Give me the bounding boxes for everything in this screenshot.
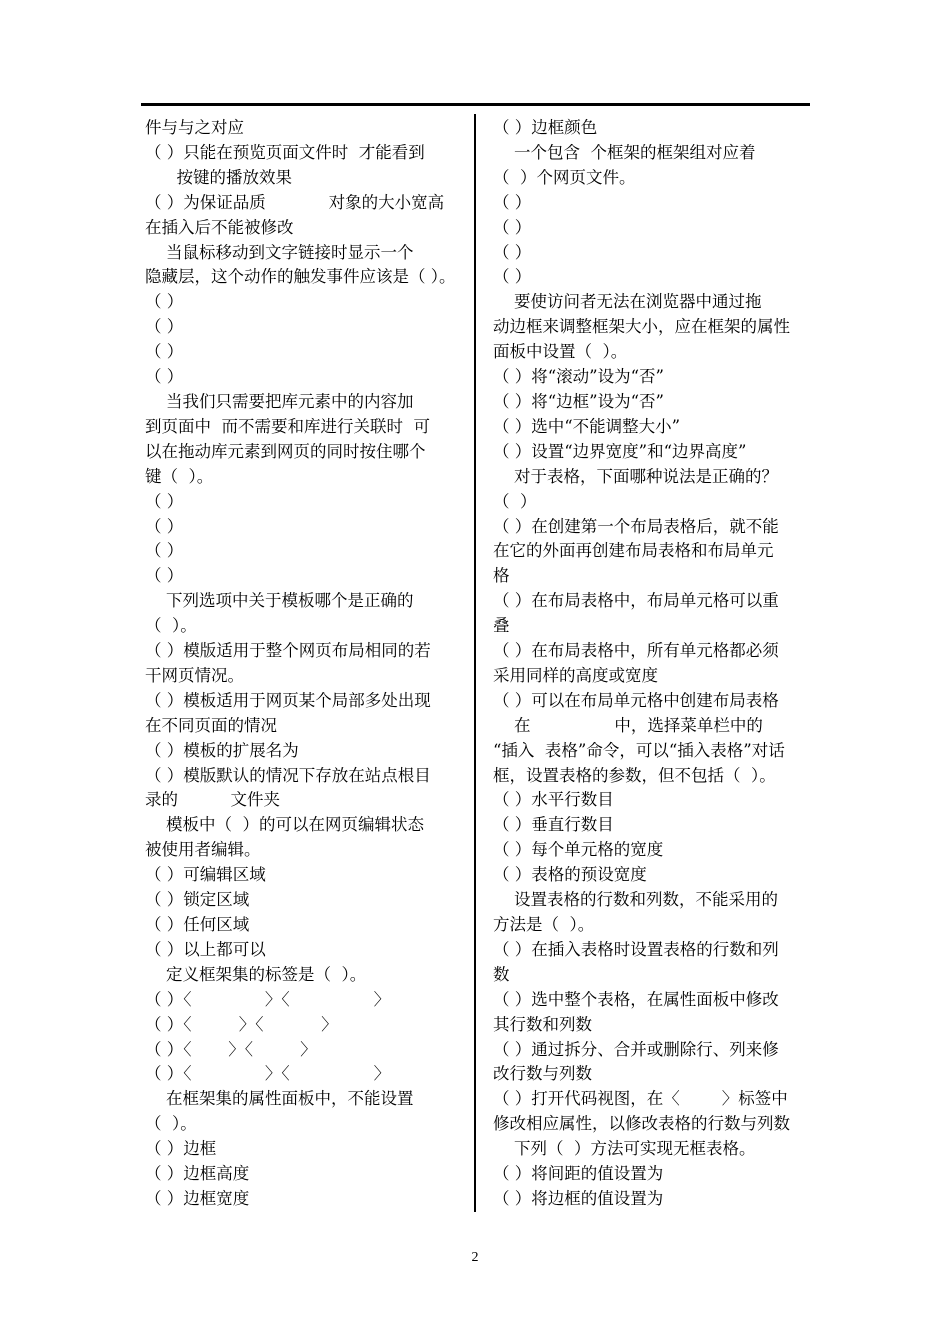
text-line: （ ）。 bbox=[145, 1114, 197, 1134]
text-line: （ ）将间距的值设置为 bbox=[493, 1164, 664, 1184]
text-line: 键（ ）。 bbox=[145, 466, 214, 486]
text-line: 修改相应属性，以修改表格的行数与列数 bbox=[493, 1114, 790, 1134]
text-line: （ ）〈 〉〈 〉 bbox=[145, 1064, 391, 1084]
text-line: 当鼠标移动到文字链接时显示一个 bbox=[145, 242, 414, 262]
text-line: 在 中，选择菜单栏中的 bbox=[493, 715, 763, 735]
text-line: （ ）水平行数目 bbox=[493, 790, 614, 810]
text-line: 数 bbox=[493, 964, 510, 984]
text-line: （ ） bbox=[145, 566, 184, 586]
text-line: （ ）打开代码视图，在〈 〉标签中 bbox=[493, 1089, 788, 1109]
text-line: （ ）选中“不能调整大小” bbox=[493, 416, 681, 436]
text-line: （ ）选中整个表格，在属性面板中修改 bbox=[493, 989, 779, 1009]
text-line: （ ） bbox=[145, 367, 184, 387]
text-line: （ ）个网页文件。 bbox=[493, 167, 636, 187]
text-line: 动边框来调整框架大小，应在框架的属性 bbox=[493, 317, 790, 337]
text-line: 在框架集的属性面板中，不能设置 bbox=[145, 1089, 414, 1109]
text-line: 面板中设置（ ）。 bbox=[493, 342, 628, 362]
text-line: 一个包含 个框架的框架组对应着 bbox=[493, 142, 756, 162]
text-line: 改行数与列数 bbox=[493, 1064, 592, 1084]
text-line: 下列（ ）方法可实现无框表格。 bbox=[493, 1139, 756, 1159]
text-line: （ ）每个单元格的宽度 bbox=[493, 840, 664, 860]
text-line: （ ）任何区域 bbox=[145, 915, 250, 934]
page-number: 2 bbox=[471, 1250, 479, 1265]
text-line: （ ）。 bbox=[145, 616, 197, 636]
text-line: 叠 bbox=[493, 616, 510, 636]
text-line: （ ）〈 〉〈 〉 bbox=[145, 1014, 338, 1034]
text-line: （ ） bbox=[145, 317, 184, 337]
text-line: （ ）模版默认的情况下存放在站点根目 bbox=[145, 765, 431, 785]
text-line: （ ）在布局表格中，所有单元格都必须 bbox=[493, 641, 779, 661]
text-line: （ ）可编辑区域 bbox=[145, 865, 266, 885]
text-line: 设置表格的行数和列数，不能采用的 bbox=[493, 890, 778, 910]
text-line: （ ） bbox=[493, 192, 532, 212]
text-line: 其行数和列数 bbox=[493, 1014, 592, 1034]
text-line: （ ）表格的预设宽度 bbox=[493, 865, 647, 885]
text-line: （ ）边框宽度 bbox=[145, 1188, 250, 1208]
text-line: （ ）模版适用于整个网页布局相同的若 bbox=[145, 641, 431, 661]
text-line: 格 bbox=[493, 566, 510, 586]
text-line: （ ）〈 〉〈 〉 bbox=[145, 1039, 317, 1059]
text-line: （ ）以上都可以 bbox=[145, 939, 266, 959]
text-line: （ ）边框高度 bbox=[145, 1164, 250, 1184]
text-line: 在插入后不能被修改 bbox=[145, 217, 294, 237]
text-line: 模板中（ ）的可以在网页编辑状态 bbox=[145, 815, 424, 835]
text-line: 录的 文件夹 bbox=[145, 790, 280, 810]
text-line: （ ）在插入表格时设置表格的行数和列 bbox=[493, 939, 779, 959]
text-line: 要使访问者无法在浏览器中通过拖 bbox=[493, 292, 762, 312]
text-line: 采用同样的高度或宽度 bbox=[493, 665, 658, 685]
text-line: “插入 表格”命令，可以“插入表格”对话 bbox=[493, 740, 785, 760]
text-line: 以在拖动库元素到网页的同时按住哪个 bbox=[145, 441, 426, 461]
text-line: （ ）通过拆分、合并或删除行、列来修 bbox=[493, 1039, 779, 1059]
text-line: （ ）在创建第一个布局表格后，就不能 bbox=[493, 516, 779, 536]
text-line: （ ）将边框的值设置为 bbox=[493, 1188, 664, 1208]
text-line: （ ）可以在布局单元格中创建布局表格 bbox=[493, 690, 779, 710]
text-line: （ ）设置“边界宽度”和“边界高度” bbox=[493, 441, 747, 461]
text-line: （ ）边框 bbox=[145, 1139, 217, 1159]
text-line: 当我们只需要把库元素中的内容加 bbox=[145, 391, 414, 411]
text-line: （ ）模板的扩展名为 bbox=[145, 740, 299, 760]
text-line: （ ） bbox=[145, 491, 184, 511]
text-line: （ ）锁定区域 bbox=[145, 890, 250, 910]
text-line: 件与与之对应 bbox=[145, 118, 244, 137]
text-line: （ ） bbox=[493, 242, 532, 262]
text-line: 在它的外面再创建布局表格和布局单元 bbox=[493, 541, 774, 561]
text-line: （ ）只能在预览页面文件时 才能看到 bbox=[145, 142, 425, 162]
text-line: 被使用者编辑。 bbox=[145, 840, 261, 860]
text-line: （ ）将“边框”设为“否” bbox=[493, 391, 664, 411]
text-line: （ ）在布局表格中，布局单元格可以重 bbox=[493, 591, 779, 611]
text-line: （ ） bbox=[145, 342, 184, 362]
text-line: （ ）模板适用于网页某个局部多处出现 bbox=[145, 690, 431, 710]
text-line: （ ）将“滚动”设为“否” bbox=[493, 367, 664, 387]
text-line: 定义框架集的标签是（ ）。 bbox=[145, 964, 367, 984]
text-line: 按键的播放效果 bbox=[145, 167, 292, 187]
text-line: （ ）垂直行数目 bbox=[493, 815, 614, 835]
left-column bbox=[145, 116, 467, 1212]
text-line: 干网页情况。 bbox=[145, 665, 244, 685]
text-line: 对于表格，下面哪种说法是正确的？ bbox=[493, 466, 778, 486]
text-line: 到页面中 而不需要和库进行关联时 可 bbox=[145, 416, 430, 436]
text-line: （ ）为保证品质 对象的大小宽高 bbox=[145, 192, 445, 212]
text-line: （ ） bbox=[493, 217, 532, 237]
text-line: 隐藏层，这个动作的触发事件应该是（ ）。 bbox=[145, 267, 456, 287]
text-line: （ ）边框颜色 bbox=[493, 118, 598, 137]
right-column bbox=[493, 116, 815, 1212]
text-line: （ ） bbox=[145, 292, 184, 312]
text-line: 下列选项中关于模板哪个是正确的 bbox=[145, 591, 414, 611]
text-line: 框，设置表格的参数，但不包括（ ）。 bbox=[493, 765, 776, 785]
text-line: （ ） bbox=[493, 491, 537, 511]
header-rule bbox=[141, 103, 810, 106]
text-line: 方法是（ ）。 bbox=[493, 915, 595, 934]
text-line: （ ） bbox=[145, 541, 184, 561]
text-line: （ ） bbox=[145, 516, 184, 536]
text-line: （ ） bbox=[493, 267, 532, 287]
text-line: （ ）〈 〉〈 〉 bbox=[145, 989, 391, 1009]
column-divider bbox=[474, 114, 476, 1212]
text-line: 在不同页面的情况 bbox=[145, 715, 277, 735]
